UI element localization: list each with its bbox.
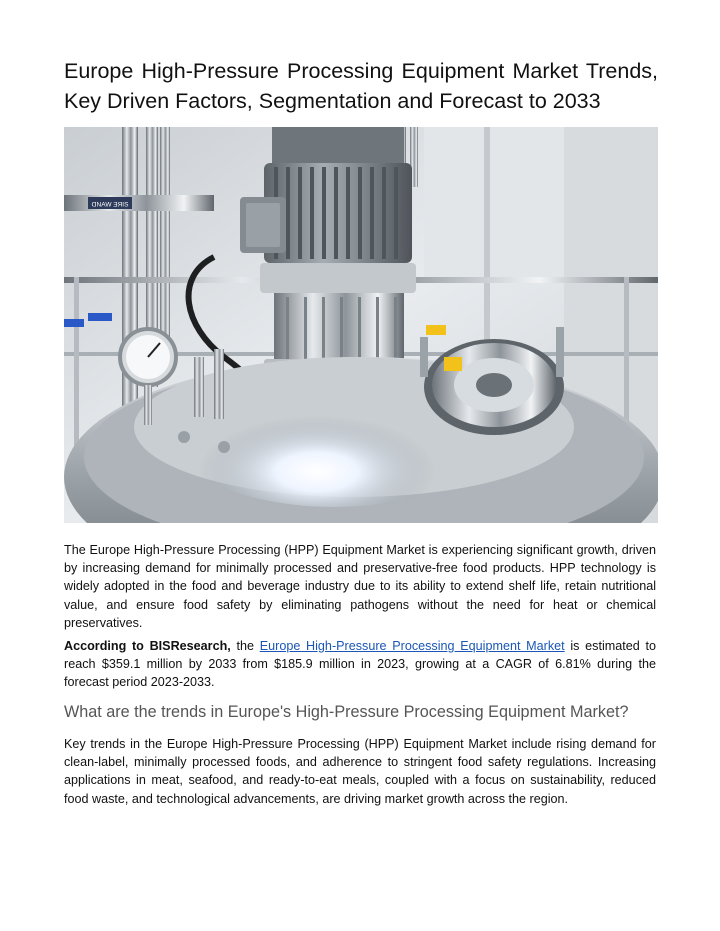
intro-paragraph: The Europe High-Pressure Processing (HPP) Equipment Market is experiencing significant growth, driven by increasing demand for minimally processed and preservative-free food products. HPP technology is widely adopted in the food and beverage industry due to its ability to extend shelf life, retain nutritional value, and ensure food safety by eliminating pathogens without the need for heat or chemical preservatives. — [64, 543, 656, 630]
trends-heading: What are the trends in Europe's High-Pressure Processing Equipment Market? — [64, 703, 629, 721]
hpp-equipment-photo — [64, 127, 658, 523]
pipe-label: ᗡNAW ƎЯIS — [91, 201, 129, 209]
forecast-text-before-link: the — [230, 639, 260, 653]
document-title: Europe High-Pressure Processing Equipment Market Trends, Key Driven Factors, Segmentation and Forecast to 2033 — [64, 59, 658, 113]
trends-paragraph: Key trends in the Europe High-Pressure Processing (HPP) Equipment Market include rising demand for clean-label, minimally processed foods, and adherence to stringent food safety regulations. Increasing applications in meat, seafood, and ready-to-eat meals, coupled with a focus on sustainability, reduced food waste, and technological advancements, are driving market growth across the region. — [64, 737, 656, 806]
forecast-text-after-link: is estimated to reach $359.1 million by 2033 from $185.9 million in 2023, growing at a CAGR of 6.81% during the forecast period 2023-2033. — [64, 639, 656, 690]
market-report-link[interactable]: Europe High-Pressure Processing Equipment Market — [259, 639, 565, 653]
source-label: According to BISResearch, — [64, 639, 231, 653]
forecast-paragraph — [64, 637, 656, 692]
